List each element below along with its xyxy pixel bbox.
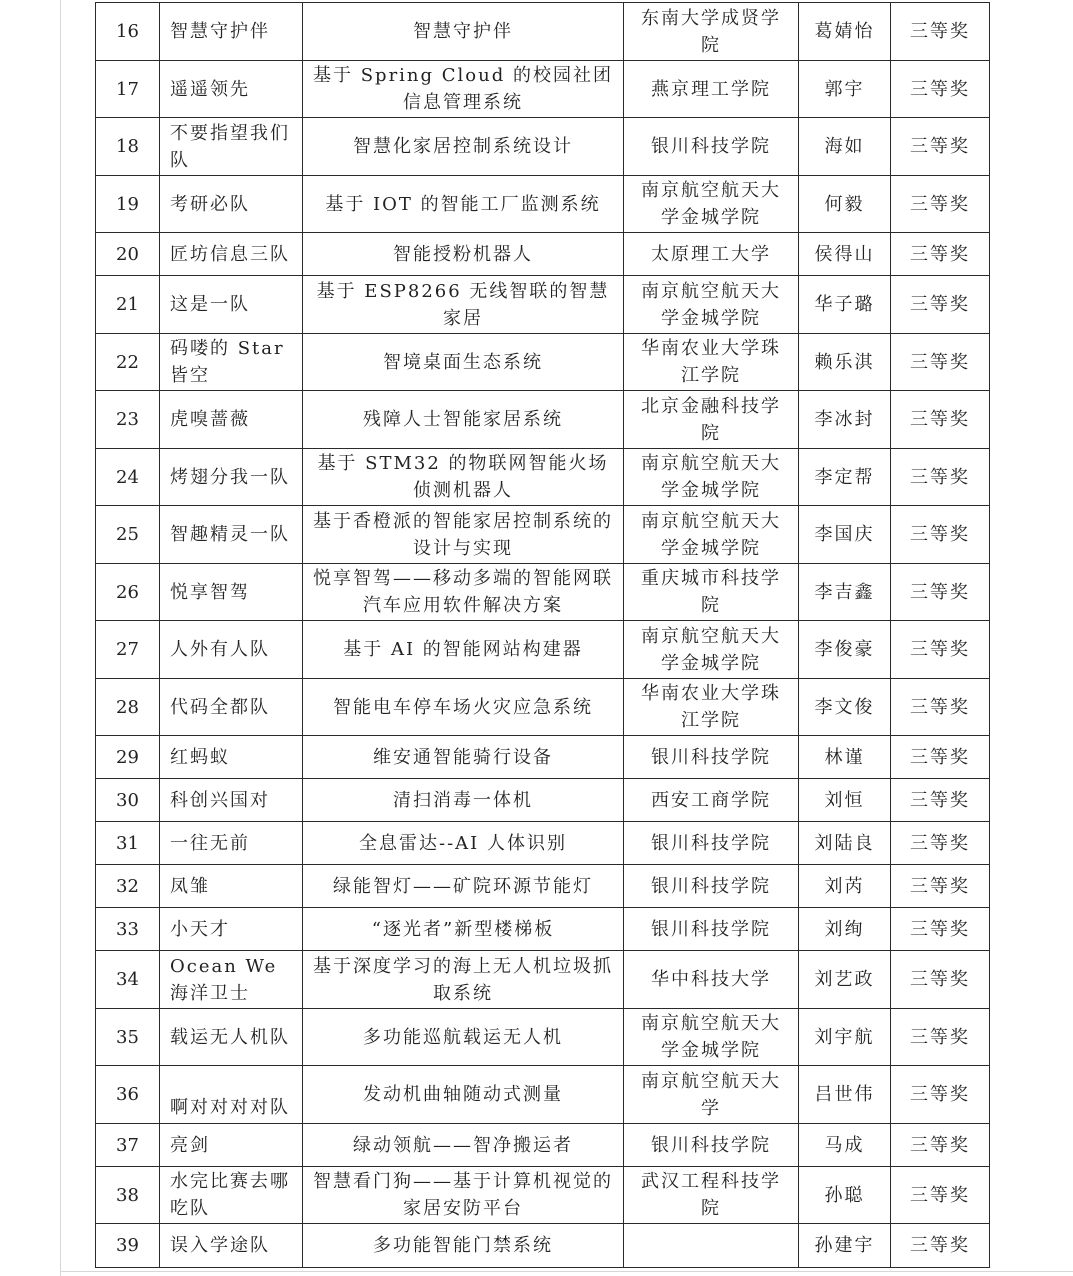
project-name-cell: 基于香橙派的智能家居控制系统的设计与实现 xyxy=(303,506,624,564)
project-name-cell: 多功能巡航载运无人机 xyxy=(303,1009,624,1066)
table-row xyxy=(96,1167,990,1224)
project-name-cell: 智境桌面生态系统 xyxy=(303,334,624,391)
award-level-cell: 三等奖 xyxy=(891,1066,990,1124)
team-name-cell: 不要指望我们队 xyxy=(160,118,303,176)
contact-person-cell: 孙聪 xyxy=(799,1167,891,1224)
table-row xyxy=(96,779,990,822)
contact-person-cell: 李冰封 xyxy=(799,391,891,449)
school-name-cell: 南京航空航天大学金城学院 xyxy=(624,176,799,233)
project-name-cell: 基于 ESP8266 无线智联的智慧家居 xyxy=(303,276,624,334)
school-name-cell: 华南农业大学珠江学院 xyxy=(624,679,799,736)
school-name-cell: 银川科技学院 xyxy=(624,822,799,865)
contact-person-cell: 李国庆 xyxy=(799,506,891,564)
school-name-cell: 武汉工程科技学院 xyxy=(624,1167,799,1224)
team-name-cell: 悦享智驾 xyxy=(160,564,303,621)
award-level-cell: 三等奖 xyxy=(891,564,990,621)
contact-person-cell: 赖乐淇 xyxy=(799,334,891,391)
award-level-cell: 三等奖 xyxy=(891,61,990,118)
school-name-cell: 南京航空航天大学金城学院 xyxy=(624,506,799,564)
row-number-cell: 26 xyxy=(96,564,160,621)
school-name-cell: 南京航空航天大学金城学院 xyxy=(624,449,799,506)
team-name-cell: 匠坊信息三队 xyxy=(160,233,303,276)
team-name-cell: 烤翅分我一队 xyxy=(160,449,303,506)
project-name-cell: 基于深度学习的海上无人机垃圾抓取系统 xyxy=(303,951,624,1009)
contact-person-cell: 刘艺政 xyxy=(799,951,891,1009)
award-level-cell: 三等奖 xyxy=(891,908,990,951)
school-name-cell: 西安工商学院 xyxy=(624,779,799,822)
project-name-cell: 智能授粉机器人 xyxy=(303,233,624,276)
table-row xyxy=(96,61,990,118)
award-level-cell: 三等奖 xyxy=(891,1009,990,1066)
award-level-cell: 三等奖 xyxy=(891,1224,990,1268)
project-name-cell: 全息雷达--AI 人体识别 xyxy=(303,822,624,865)
team-name-cell: 遥遥领先 xyxy=(160,61,303,118)
row-number-cell: 28 xyxy=(96,679,160,736)
table-row xyxy=(96,621,990,679)
row-number-cell: 32 xyxy=(96,865,160,908)
award-level-cell: 三等奖 xyxy=(891,334,990,391)
award-level-cell: 三等奖 xyxy=(891,176,990,233)
table-row xyxy=(96,3,990,61)
table-row xyxy=(96,391,990,449)
contact-person-cell: 李俊豪 xyxy=(799,621,891,679)
team-name-cell: 亮剑 xyxy=(160,1124,303,1167)
team-name-cell: Ocean We 海洋卫士 xyxy=(160,951,303,1009)
team-name-cell: 人外有人队 xyxy=(160,621,303,679)
team-name-cell: 考研必队 xyxy=(160,176,303,233)
project-name-cell: 发动机曲轴随动式测量 xyxy=(303,1066,624,1124)
award-level-cell: 三等奖 xyxy=(891,233,990,276)
school-name-cell: 华中科技大学 xyxy=(624,951,799,1009)
contact-person-cell: 刘宇航 xyxy=(799,1009,891,1066)
project-name-cell: 基于 STM32 的物联网智能火场侦测机器人 xyxy=(303,449,624,506)
award-level-cell: 三等奖 xyxy=(891,779,990,822)
team-name-cell: 红蚂蚁 xyxy=(160,736,303,779)
project-name-cell: 绿动领航——智净搬运者 xyxy=(303,1124,624,1167)
table-row xyxy=(96,736,990,779)
row-number-cell: 20 xyxy=(96,233,160,276)
contact-person-cell: 刘恒 xyxy=(799,779,891,822)
table-row xyxy=(96,276,990,334)
row-number-cell: 18 xyxy=(96,118,160,176)
awards-table-body xyxy=(96,3,990,1268)
contact-person-cell: 侯得山 xyxy=(799,233,891,276)
project-name-cell: 绿能智灯——矿院环源节能灯 xyxy=(303,865,624,908)
project-name-cell: 智慧守护伴 xyxy=(303,3,624,61)
table-row xyxy=(96,908,990,951)
school-name-cell: 华南农业大学珠江学院 xyxy=(624,334,799,391)
project-name-cell: 多功能智能门禁系统 xyxy=(303,1224,624,1268)
team-name-cell: 智慧守护伴 xyxy=(160,3,303,61)
row-number-cell: 21 xyxy=(96,276,160,334)
table-row xyxy=(96,564,990,621)
table-row xyxy=(96,233,990,276)
project-name-cell: 基于 IOT 的智能工厂监测系统 xyxy=(303,176,624,233)
school-name-cell: 银川科技学院 xyxy=(624,118,799,176)
row-number-cell: 34 xyxy=(96,951,160,1009)
award-level-cell: 三等奖 xyxy=(891,3,990,61)
row-number-cell: 37 xyxy=(96,1124,160,1167)
team-name-cell: 水完比赛去哪吃队 xyxy=(160,1167,303,1224)
contact-person-cell: 李吉鑫 xyxy=(799,564,891,621)
project-name-cell: 清扫消毒一体机 xyxy=(303,779,624,822)
project-name-cell: 基于 Spring Cloud 的校园社团信息管理系统 xyxy=(303,61,624,118)
row-number-cell: 17 xyxy=(96,61,160,118)
contact-person-cell: 林谨 xyxy=(799,736,891,779)
award-level-cell: 三等奖 xyxy=(891,951,990,1009)
award-level-cell: 三等奖 xyxy=(891,391,990,449)
row-number-cell: 25 xyxy=(96,506,160,564)
row-number-cell: 24 xyxy=(96,449,160,506)
page-bottom-edge xyxy=(60,1271,1073,1272)
project-name-cell: 智慧看门狗——基于计算机视觉的家居安防平台 xyxy=(303,1167,624,1224)
table-row xyxy=(96,865,990,908)
contact-person-cell: 刘陆良 xyxy=(799,822,891,865)
team-name-cell: 码喽的 Star 皆空 xyxy=(160,334,303,391)
team-name-cell: 载运无人机队 xyxy=(160,1009,303,1066)
project-name-cell: 维安通智能骑行设备 xyxy=(303,736,624,779)
table-row xyxy=(96,506,990,564)
school-name-cell: 南京航空航天大学金城学院 xyxy=(624,621,799,679)
school-name-cell: 东南大学成贤学院 xyxy=(624,3,799,61)
team-name-cell: 这是一队 xyxy=(160,276,303,334)
contact-person-cell: 华子璐 xyxy=(799,276,891,334)
contact-person-cell: 李定帮 xyxy=(799,449,891,506)
award-level-cell: 三等奖 xyxy=(891,1167,990,1224)
row-number-cell: 16 xyxy=(96,3,160,61)
row-number-cell: 23 xyxy=(96,391,160,449)
table-row xyxy=(96,822,990,865)
team-name-cell: 虎嗅蔷薇 xyxy=(160,391,303,449)
project-name-cell: 悦享智驾——移动多端的智能网联汽车应用软件解决方案 xyxy=(303,564,624,621)
contact-person-cell: 吕世伟 xyxy=(799,1066,891,1124)
team-name-cell: 一往无前 xyxy=(160,822,303,865)
row-number-cell: 31 xyxy=(96,822,160,865)
table-row xyxy=(96,679,990,736)
award-level-cell: 三等奖 xyxy=(891,736,990,779)
project-name-cell: 智能电车停车场火灾应急系统 xyxy=(303,679,624,736)
table-row xyxy=(96,1224,990,1268)
awards-table xyxy=(95,2,990,1268)
contact-person-cell: 何毅 xyxy=(799,176,891,233)
school-name-cell: 银川科技学院 xyxy=(624,908,799,951)
row-number-cell: 30 xyxy=(96,779,160,822)
table-row xyxy=(96,449,990,506)
contact-person-cell: 郭宇 xyxy=(799,61,891,118)
project-name-cell: 基于 AI 的智能网站构建器 xyxy=(303,621,624,679)
team-name-cell: 代码全都队 xyxy=(160,679,303,736)
school-name-cell: 北京金融科技学院 xyxy=(624,391,799,449)
team-name-cell: 智趣精灵一队 xyxy=(160,506,303,564)
team-name-cell: 小天才 xyxy=(160,908,303,951)
school-name-cell: 银川科技学院 xyxy=(624,1124,799,1167)
award-level-cell: 三等奖 xyxy=(891,506,990,564)
award-level-cell: 三等奖 xyxy=(891,865,990,908)
school-name-cell: 重庆城市科技学院 xyxy=(624,564,799,621)
contact-person-cell: 海如 xyxy=(799,118,891,176)
award-level-cell: 三等奖 xyxy=(891,449,990,506)
school-name-cell: 银川科技学院 xyxy=(624,865,799,908)
row-number-cell: 33 xyxy=(96,908,160,951)
school-name-cell: 银川科技学院 xyxy=(624,736,799,779)
school-name-cell: 太原理工大学 xyxy=(624,233,799,276)
project-name-cell: 残障人士智能家居系统 xyxy=(303,391,624,449)
row-number-cell: 38 xyxy=(96,1167,160,1224)
row-number-cell: 39 xyxy=(96,1224,160,1268)
row-number-cell: 27 xyxy=(96,621,160,679)
row-number-cell: 29 xyxy=(96,736,160,779)
contact-person-cell: 孙建宇 xyxy=(799,1224,891,1268)
project-name-cell: “逐光者”新型楼梯板 xyxy=(303,908,624,951)
school-name-cell: 燕京理工学院 xyxy=(624,61,799,118)
team-name-cell: 凤雏 xyxy=(160,865,303,908)
school-name-cell xyxy=(624,1224,799,1268)
table-row xyxy=(96,1066,990,1124)
award-level-cell: 三等奖 xyxy=(891,679,990,736)
table-row xyxy=(96,951,990,1009)
table-row xyxy=(96,176,990,233)
school-name-cell: 南京航空航天大学 xyxy=(624,1066,799,1124)
school-name-cell: 南京航空航天大学金城学院 xyxy=(624,276,799,334)
row-number-cell: 35 xyxy=(96,1009,160,1066)
table-row xyxy=(96,1124,990,1167)
team-name-cell: 误入学途队 xyxy=(160,1224,303,1268)
project-name-cell: 智慧化家居控制系统设计 xyxy=(303,118,624,176)
row-number-cell: 22 xyxy=(96,334,160,391)
table-row xyxy=(96,334,990,391)
award-level-cell: 三等奖 xyxy=(891,822,990,865)
contact-person-cell: 葛婧怡 xyxy=(799,3,891,61)
contact-person-cell: 马成 xyxy=(799,1124,891,1167)
row-number-cell: 19 xyxy=(96,176,160,233)
contact-person-cell: 刘芮 xyxy=(799,865,891,908)
team-name-cell: 啊对对对对队 xyxy=(160,1066,303,1124)
award-level-cell: 三等奖 xyxy=(891,118,990,176)
award-level-cell: 三等奖 xyxy=(891,621,990,679)
contact-person-cell: 李文俊 xyxy=(799,679,891,736)
team-name-cell: 科创兴国对 xyxy=(160,779,303,822)
award-level-cell: 三等奖 xyxy=(891,276,990,334)
school-name-cell: 南京航空航天大学金城学院 xyxy=(624,1009,799,1066)
award-level-cell: 三等奖 xyxy=(891,1124,990,1167)
page-left-edge xyxy=(60,0,61,1276)
contact-person-cell: 刘绚 xyxy=(799,908,891,951)
row-number-cell: 36 xyxy=(96,1066,160,1124)
table-row xyxy=(96,118,990,176)
table-row xyxy=(96,1009,990,1066)
